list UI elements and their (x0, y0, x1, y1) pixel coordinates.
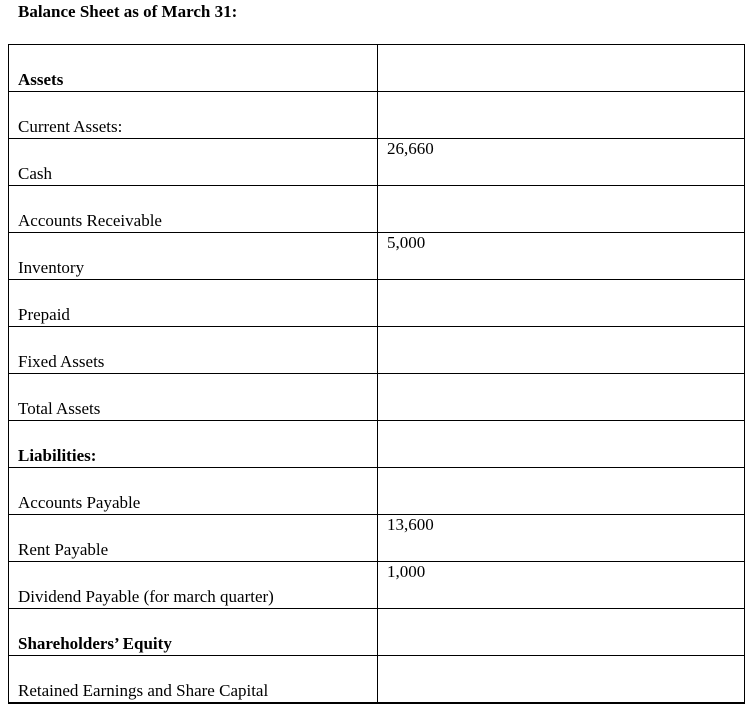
table-row-total-assets (9, 374, 745, 421)
table-row-inventory (9, 233, 745, 280)
row-label: Rent Payable (18, 540, 109, 559)
row-value: 13,600 (387, 515, 434, 534)
row-value-cell (378, 280, 745, 327)
table-row-shareholders-equity (9, 609, 745, 656)
balance-sheet-table (8, 44, 745, 704)
row-value: 5,000 (387, 233, 426, 252)
row-value-cell (378, 186, 745, 233)
row-value-cell (378, 374, 745, 421)
row-label: Cash (18, 164, 52, 183)
table-row-cash (9, 139, 745, 186)
row-value-cell (378, 421, 745, 468)
table-row-fixed-assets (9, 327, 745, 374)
table-row-rent-payable (9, 515, 745, 562)
row-label-cell (9, 45, 378, 92)
row-label-cell (9, 421, 378, 468)
row-label: Dividend Payable (for march quarter) (18, 587, 274, 606)
page-title: Balance Sheet as of March 31: (18, 2, 238, 21)
row-label: Prepaid (18, 305, 70, 324)
row-value-cell (378, 327, 745, 374)
table-row-assets (9, 45, 745, 92)
row-value-cell (378, 233, 745, 280)
row-value-cell (378, 562, 745, 609)
row-label-cell (9, 609, 378, 656)
table-row-prepaid (9, 280, 745, 327)
row-label-cell (9, 92, 378, 139)
row-label-cell (9, 280, 378, 327)
row-label: Retained Earnings and Share Capital (18, 681, 269, 700)
row-value: 26,660 (387, 139, 434, 158)
section-heading-assets: Assets (18, 70, 64, 89)
row-value-cell (378, 656, 745, 704)
row-label: Inventory (18, 258, 85, 277)
row-value-cell (378, 92, 745, 139)
row-value: 1,000 (387, 562, 426, 581)
row-label-cell (9, 327, 378, 374)
row-label-cell (9, 515, 378, 562)
row-label-cell (9, 139, 378, 186)
row-label-cell (9, 562, 378, 609)
table-row-accounts-receivable (9, 186, 745, 233)
row-label-cell (9, 233, 378, 280)
row-value-cell (378, 468, 745, 515)
row-label: Current Assets: (18, 117, 123, 136)
row-label: Fixed Assets (18, 352, 105, 371)
row-label-cell (9, 468, 378, 515)
row-label-cell (9, 374, 378, 421)
table-row-liabilities (9, 421, 745, 468)
table-row-dividend-payable (9, 562, 745, 609)
section-heading-liabilities: Liabilities: (18, 446, 97, 465)
row-label: Total Assets (18, 399, 101, 418)
table-row-retained-earnings (9, 656, 745, 704)
row-label: Accounts Receivable (18, 211, 162, 230)
row-label-cell (9, 656, 378, 704)
section-heading-shareholders-equity: Shareholders’ Equity (18, 634, 172, 653)
row-value-cell (378, 515, 745, 562)
table-row-current-assets (9, 92, 745, 139)
row-value-cell (378, 45, 745, 92)
table-row-accounts-payable (9, 468, 745, 515)
row-label: Accounts Payable (18, 493, 141, 512)
row-value-cell (378, 139, 745, 186)
row-label-cell (9, 186, 378, 233)
row-value-cell (378, 609, 745, 656)
